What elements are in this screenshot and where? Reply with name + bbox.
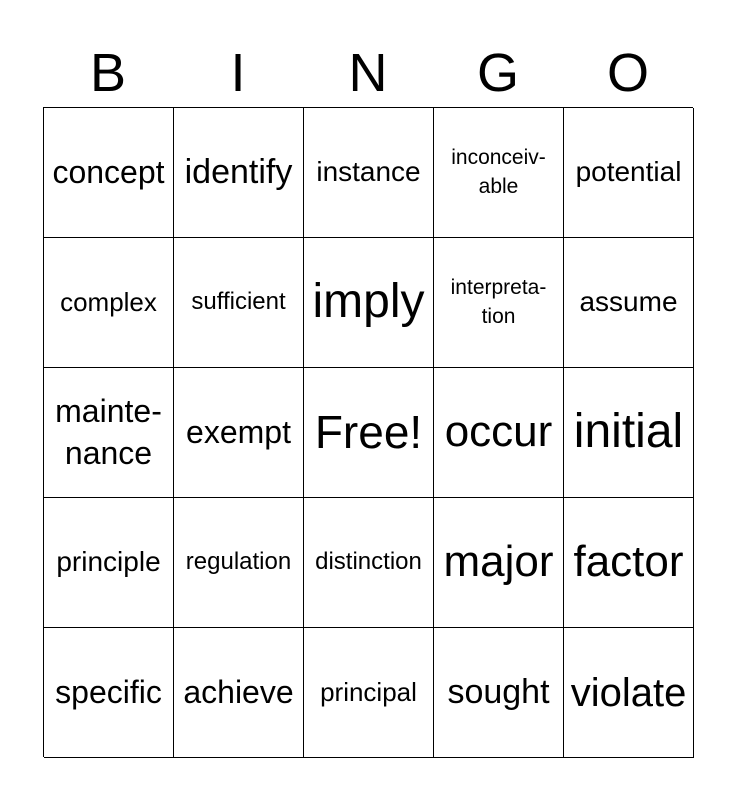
bingo-cell[interactable]: sought [434, 628, 564, 758]
bingo-cell[interactable]: principal [304, 628, 434, 758]
bingo-cell[interactable]: regulation [174, 498, 304, 628]
bingo-cell[interactable]: interpreta- tion [434, 238, 564, 368]
bingo-cell[interactable]: occur [434, 368, 564, 498]
bingo-cell[interactable]: exempt [174, 368, 304, 498]
header-letter-o: O [606, 43, 649, 103]
header-letter-g: G [476, 43, 519, 103]
bingo-cell[interactable]: inconceiv- able [434, 108, 564, 238]
bingo-cell[interactable]: concept [44, 108, 174, 238]
bingo-cell[interactable]: sufficient [174, 238, 304, 368]
bingo-cell[interactable]: identify [174, 108, 304, 238]
bingo-cell[interactable]: initial [564, 368, 694, 498]
bingo-cell[interactable]: major [434, 498, 564, 628]
bingo-cell[interactable]: distinction [304, 498, 434, 628]
bingo-card [43, 107, 693, 757]
header-letter-i: I [230, 43, 246, 103]
header-letter-n: N [348, 43, 388, 103]
bingo-cell[interactable]: specific [44, 628, 174, 758]
bingo-header [43, 40, 693, 106]
bingo-cell[interactable]: principle [44, 498, 174, 628]
bingo-cell[interactable]: achieve [174, 628, 304, 758]
header-letter-b: B [89, 43, 127, 103]
bingo-cell[interactable]: violate [564, 628, 694, 758]
bingo-cell[interactable]: imply [304, 238, 434, 368]
bingo-cell[interactable]: factor [564, 498, 694, 628]
bingo-cell[interactable]: complex [44, 238, 174, 368]
bingo-cell[interactable]: assume [564, 238, 694, 368]
free-space-cell[interactable]: Free! [304, 368, 434, 498]
bingo-cell[interactable]: potential [564, 108, 694, 238]
bingo-cell[interactable]: mainte- nance [44, 368, 174, 498]
bingo-cell[interactable]: instance [304, 108, 434, 238]
